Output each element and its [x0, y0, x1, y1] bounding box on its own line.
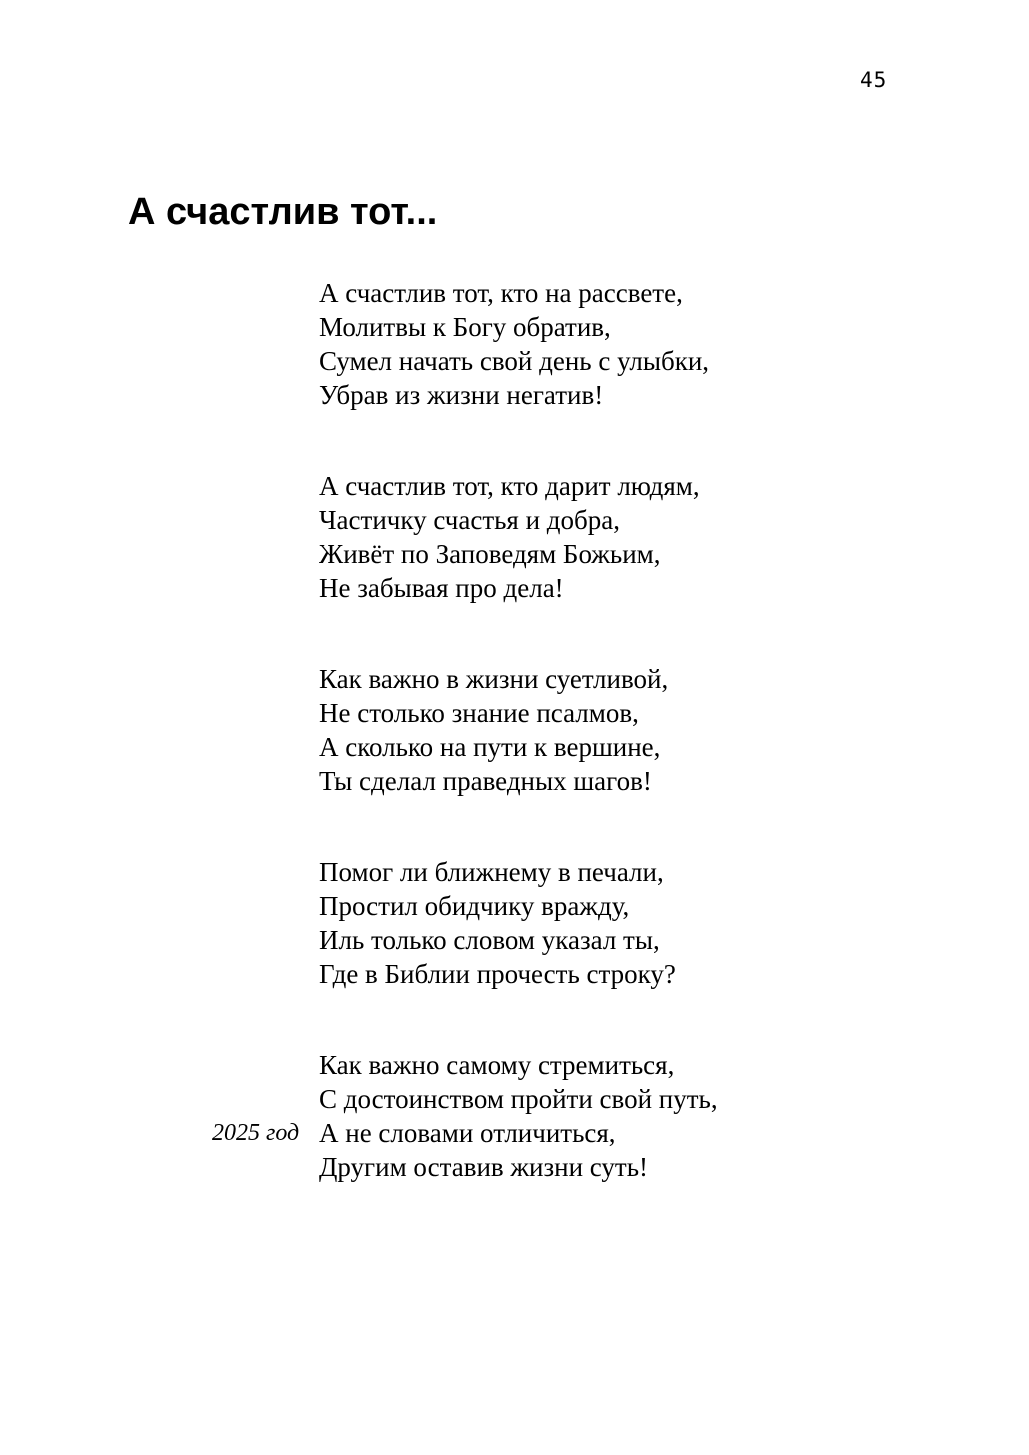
stanza-1 — [319, 276, 718, 412]
poem-line: Живёт по Заповедям Божьим, — [319, 539, 661, 569]
poem-line: Сумел начать свой день с улыбки, — [319, 346, 710, 376]
poem-line: Помог ли ближнему в печали, — [319, 857, 664, 887]
poem-line: Частичку счастья и добра, — [319, 505, 621, 535]
poem-line: Как важно в жизни суетливой, — [319, 664, 669, 694]
poem-line: Простил обидчику вражду, — [319, 891, 630, 921]
page-number: 45 — [860, 68, 888, 92]
poem-line: А счастлив тот, кто дарит людям, — [319, 471, 700, 501]
poem-line: Не забывая про дела! — [319, 573, 564, 603]
poem-line: Молитвы к Богу обратив, — [319, 312, 611, 342]
poem-title: А счастлив тот... — [128, 191, 438, 233]
stanza-5 — [319, 1048, 718, 1184]
poem-line: Не столько знание псалмов, — [319, 698, 639, 728]
poem-body — [319, 276, 718, 1184]
poem-line: С достоинством пройти свой путь, — [319, 1084, 718, 1114]
poem-line: А сколько на пути к вершине, — [319, 732, 661, 762]
poem-line: А не словами отличиться, — [319, 1118, 616, 1148]
poem-line: Ты сделал праведных шагов! — [319, 766, 652, 796]
poem-year: 2025 год — [212, 1120, 300, 1146]
stanza-4 — [319, 855, 718, 991]
poem-line: Убрав из жизни негатив! — [319, 380, 604, 410]
poem-line: Иль только словом указал ты, — [319, 925, 660, 955]
stanza-3 — [319, 662, 718, 798]
stanza-2 — [319, 469, 718, 605]
poem-line: Как важно самому стремиться, — [319, 1050, 675, 1080]
poem-line: Другим оставив жизни суть! — [319, 1152, 649, 1182]
poem-line: Где в Библии прочесть строку? — [319, 959, 676, 989]
poem-line: А счастлив тот, кто на рассвете, — [319, 278, 683, 308]
